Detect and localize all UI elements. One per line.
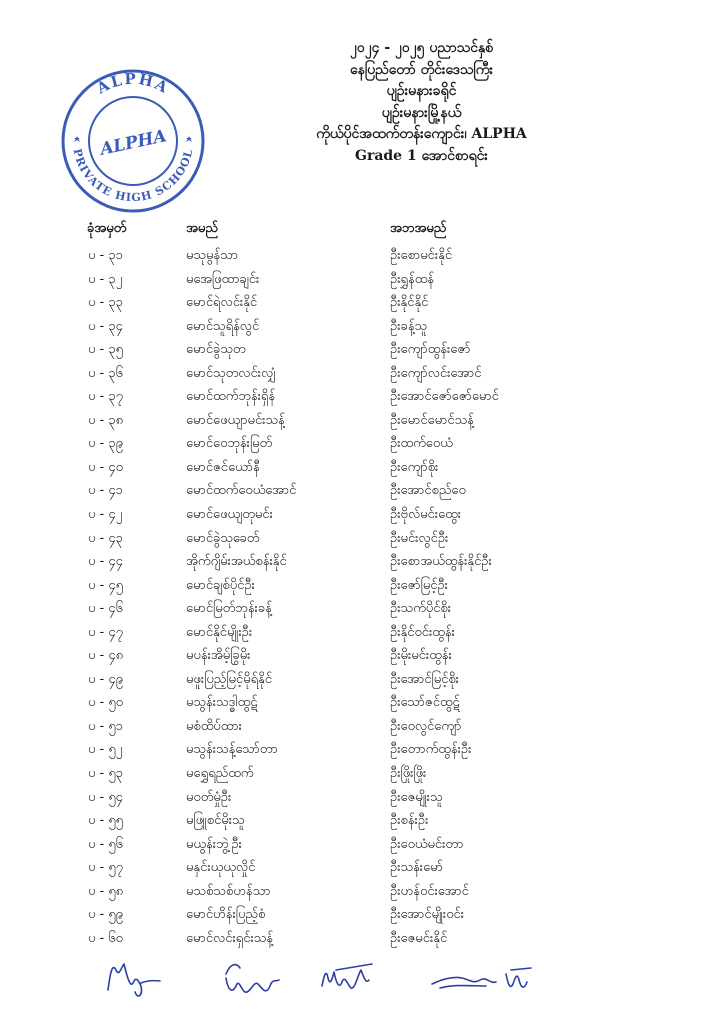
row-number: ပ - ၃၉ (88, 436, 123, 452)
row-number: ပ - ၅၇ (88, 860, 123, 876)
row-father: ဦးရွှန်ထန် (390, 271, 435, 287)
row-father: ဦးမိုးမင်းထွန်း (390, 648, 452, 664)
seal-top-text: ALPHA (93, 69, 173, 98)
row-father: ဦးဇေမင်းနိုင် (390, 930, 448, 946)
document-title: Grade 1 အောင်စာရင်း (354, 147, 488, 164)
seal-center-text: ALPHA (98, 126, 169, 160)
row-name: မောင်ထက်ဘုန်းရှိန် (186, 389, 276, 405)
column-father: အဘအမည် (390, 221, 447, 236)
row-number: ပ - ၅၃ (88, 766, 123, 782)
row-name: မောင်ခွဲသုတ (186, 342, 246, 358)
row-father: ဦးအောင်စည်ဝေ (390, 483, 466, 499)
table-row (0, 809, 723, 833)
table-row (0, 621, 723, 645)
row-number: ပ - ၃၅ (88, 342, 123, 358)
row-father: ဦးကျော်ထွန်းဇော် (390, 342, 471, 358)
row-number: ပ - ၅၂ (88, 742, 123, 758)
row-name: မဝတ်မှုံဦး (186, 789, 232, 805)
row-name: မောင်သုတလင်းလျှံ (186, 365, 276, 381)
row-name: မနှင်းယုယုလှိုင် (186, 860, 256, 876)
row-number: ပ - ၄၅ (88, 577, 123, 593)
academic-year: ၂၀၂၄ - ၂၀၂၅ ပညာသင်နှစ် (349, 40, 494, 56)
row-number: ပ - ၅၉ (88, 907, 123, 923)
school-name: ကိုယ်ပိုင်အထက်တန်းကျောင်း၊ ALPHA (316, 126, 527, 142)
results-table (0, 244, 723, 950)
row-number: ပ - ၃၇ (88, 389, 123, 405)
row-father: ဦးဝေယံမင်းတာ (390, 836, 464, 852)
row-name: မောင်ရဲလင်းနိုင် (186, 295, 258, 311)
row-name: မောင်ဟိန်းပြည့်စံ (186, 907, 266, 923)
row-number: ပ - ၄၆ (88, 601, 123, 617)
row-number: ပ - ၅၁ (88, 718, 123, 734)
row-name: မောင်မြတ်ဘုန်းခန့် (186, 601, 272, 617)
signatures (0, 950, 723, 1010)
table-row (0, 903, 723, 927)
table-row (0, 315, 723, 339)
signature-mark (322, 964, 372, 988)
row-father: ဦးထက်ဝေယံ (390, 436, 453, 452)
row-name: မောင်ခွဲသုခေတ် (186, 530, 260, 546)
table-row (0, 409, 723, 433)
column-name: အမည် (186, 221, 218, 236)
table-row (0, 762, 723, 786)
row-name: မပန်းအိမ့်ခြွမိုး (186, 648, 251, 664)
row-name: မောင်လင်းရှင်းသန့် (186, 930, 274, 946)
row-father: ဦးကျော်လင်းအောင် (390, 365, 482, 381)
table-row (0, 715, 723, 739)
seal-star-icon (74, 136, 80, 142)
row-number: ပ - ၅၅ (88, 813, 123, 829)
row-father: ဦးစောမင်းနိုင် (390, 248, 453, 263)
row-father: ဦးဝေလွင်ကျော် (390, 718, 462, 734)
row-father: ဦးစောအယ်ထွန်းနိုင်ဦး (390, 554, 492, 570)
row-name: မစံထိပ်ထား (186, 718, 242, 734)
signature-mark (226, 965, 279, 993)
row-father: ဦးသော်ဇင်ထွဋ် (390, 695, 460, 711)
table-row (0, 644, 723, 668)
table-row (0, 527, 723, 551)
table-row (0, 456, 723, 480)
district-line: ပျဉ်းမနားခရိုင် (386, 83, 457, 99)
row-number: ပ - ၅၈ (88, 883, 124, 899)
row-number: ပ - ၄၁ (88, 483, 123, 499)
table-row (0, 338, 723, 362)
row-number: ပ - ၃၃ (88, 295, 123, 311)
row-father: ဦးဗိုလ်မင်းထွေး (390, 507, 461, 523)
township-line: ပျဉ်းမနားမြို့နယ် (381, 104, 462, 121)
row-father: ဦးခန့်သူ (390, 318, 428, 334)
row-name: မသုမွန်သာ (186, 248, 239, 263)
row-father: ဦးဇော်မြင့်ဦး (390, 577, 448, 593)
table-row (0, 291, 723, 315)
table-header (0, 220, 723, 242)
table-row (0, 574, 723, 598)
row-name: မသွန်းသန့်သော်တာ (186, 742, 278, 758)
row-name: မသစ်သစ်ဟန်သာ (186, 883, 271, 899)
row-father: ဦးဇေမျိုးသူ (390, 789, 443, 805)
signature-mark (108, 964, 160, 996)
row-name: မောင်ချစ်ပိုင်ဦး (186, 577, 255, 593)
signature-mark (506, 968, 531, 987)
row-name: အိုက်ဂျိမ်းအယ်စန်းနိုင် (186, 554, 287, 570)
row-name: မောင်ဖေယျတုမင်း (186, 507, 273, 523)
table-row (0, 668, 723, 692)
row-name: မဖြူစင်မိုးသူ (186, 813, 245, 829)
row-number: ပ - ၅၄ (88, 789, 123, 805)
row-number: ပ - ၃၆ (88, 365, 123, 381)
row-father: ဦးတောက်ထွန်းဦး (390, 742, 472, 758)
table-row (0, 786, 723, 810)
row-name: မရွှေရည်ထက် (186, 766, 254, 782)
row-name: မောင်သူရိန်လွင် (186, 318, 260, 334)
document-header (120, 38, 723, 167)
table-row (0, 738, 723, 762)
row-number: ပ - ၄၇ (88, 624, 123, 640)
row-father: ဦးနိုင်နိုင် (390, 295, 429, 311)
row-number: ပ - ၅၆ (88, 836, 123, 852)
row-number: ပ - ၃၁ (88, 248, 123, 263)
table-row (0, 479, 723, 503)
row-number: ပ - ၃၈ (88, 412, 124, 428)
row-father: ဦးသန်းမော် (390, 860, 443, 876)
row-name: မယွန်းဘွဲ့ဦး (186, 836, 242, 852)
row-father: ဦးမောင်မောင်သန့် (390, 412, 474, 428)
row-number: ပ - ၄၂ (88, 507, 123, 523)
table-row (0, 432, 723, 456)
row-number: ပ - ၄၄ (88, 554, 123, 570)
table-row (0, 244, 723, 268)
row-father: ဦးသက်ပိုင်စိုး (390, 601, 452, 617)
row-name: မောင်ဇင်ယော်နီ (186, 459, 260, 475)
row-father: ဦးအောင်ဇော်ဇော်မောင် (390, 389, 499, 405)
region-line: နေပြည်တော် တိုင်းဒေသကြီး (349, 61, 494, 78)
row-number: ပ - ၆၀ (88, 930, 123, 946)
row-father: ဦးဖြိုးဖြိုး (390, 766, 427, 782)
row-number: ပ - ၃၄ (88, 318, 123, 334)
table-row (0, 927, 723, 951)
row-number: ပ - ၅၀ (88, 695, 123, 711)
row-number: ပ - ၄၉ (88, 671, 123, 687)
table-row (0, 503, 723, 527)
table-row (0, 856, 723, 880)
table-row (0, 597, 723, 621)
row-number: ပ - ၄၀ (88, 459, 123, 475)
row-number: ပ - ၄၈ (88, 648, 124, 664)
row-father: ဦးကျော်စိုး (390, 459, 439, 475)
row-name: မောင်ဖေယျာမင်းသန့် (186, 412, 285, 428)
table-row (0, 362, 723, 386)
row-name: မသွန်းသဒ္ဓါထွဋ် (186, 695, 258, 711)
table-row (0, 691, 723, 715)
table-row (0, 880, 723, 904)
table-row (0, 833, 723, 857)
row-name: မောင်နိုင်မျိုးဦး (186, 624, 253, 640)
row-father: ဦးဟန်ဝင်းအောင် (390, 883, 469, 899)
row-name: မောင်ဝေဘုန်းမြတ် (186, 436, 273, 452)
table-row (0, 550, 723, 574)
table-row (0, 385, 723, 409)
signature-mark (432, 977, 496, 988)
row-name: မဖူးပြည့်မြင့်မိုရ်နိုင် (186, 671, 272, 687)
row-father: ဦးအောင်မျိုးဝင်း (390, 907, 465, 923)
row-father: ဦးမင်းလွင်ဦး (390, 530, 449, 546)
row-name: မောင်ထက်ဝေယံအောင် (186, 483, 297, 499)
seal-bottom-text: PRIVATE HIGH SCHOOL (70, 147, 196, 205)
row-father: ဦးနိုင်ဝင်းထွန်း (390, 624, 455, 640)
row-name: မအေဖြထာချင်း (186, 271, 260, 287)
column-number: ခုံအမှတ် (87, 221, 127, 236)
row-number: ပ - ၄၃ (88, 530, 123, 546)
row-father: ဦးအောင်မြင့်စိုး (390, 671, 459, 687)
row-number: ပ - ၃၂ (88, 271, 123, 287)
row-father: ဦးစန်းဦး (390, 813, 429, 829)
table-row (0, 268, 723, 292)
